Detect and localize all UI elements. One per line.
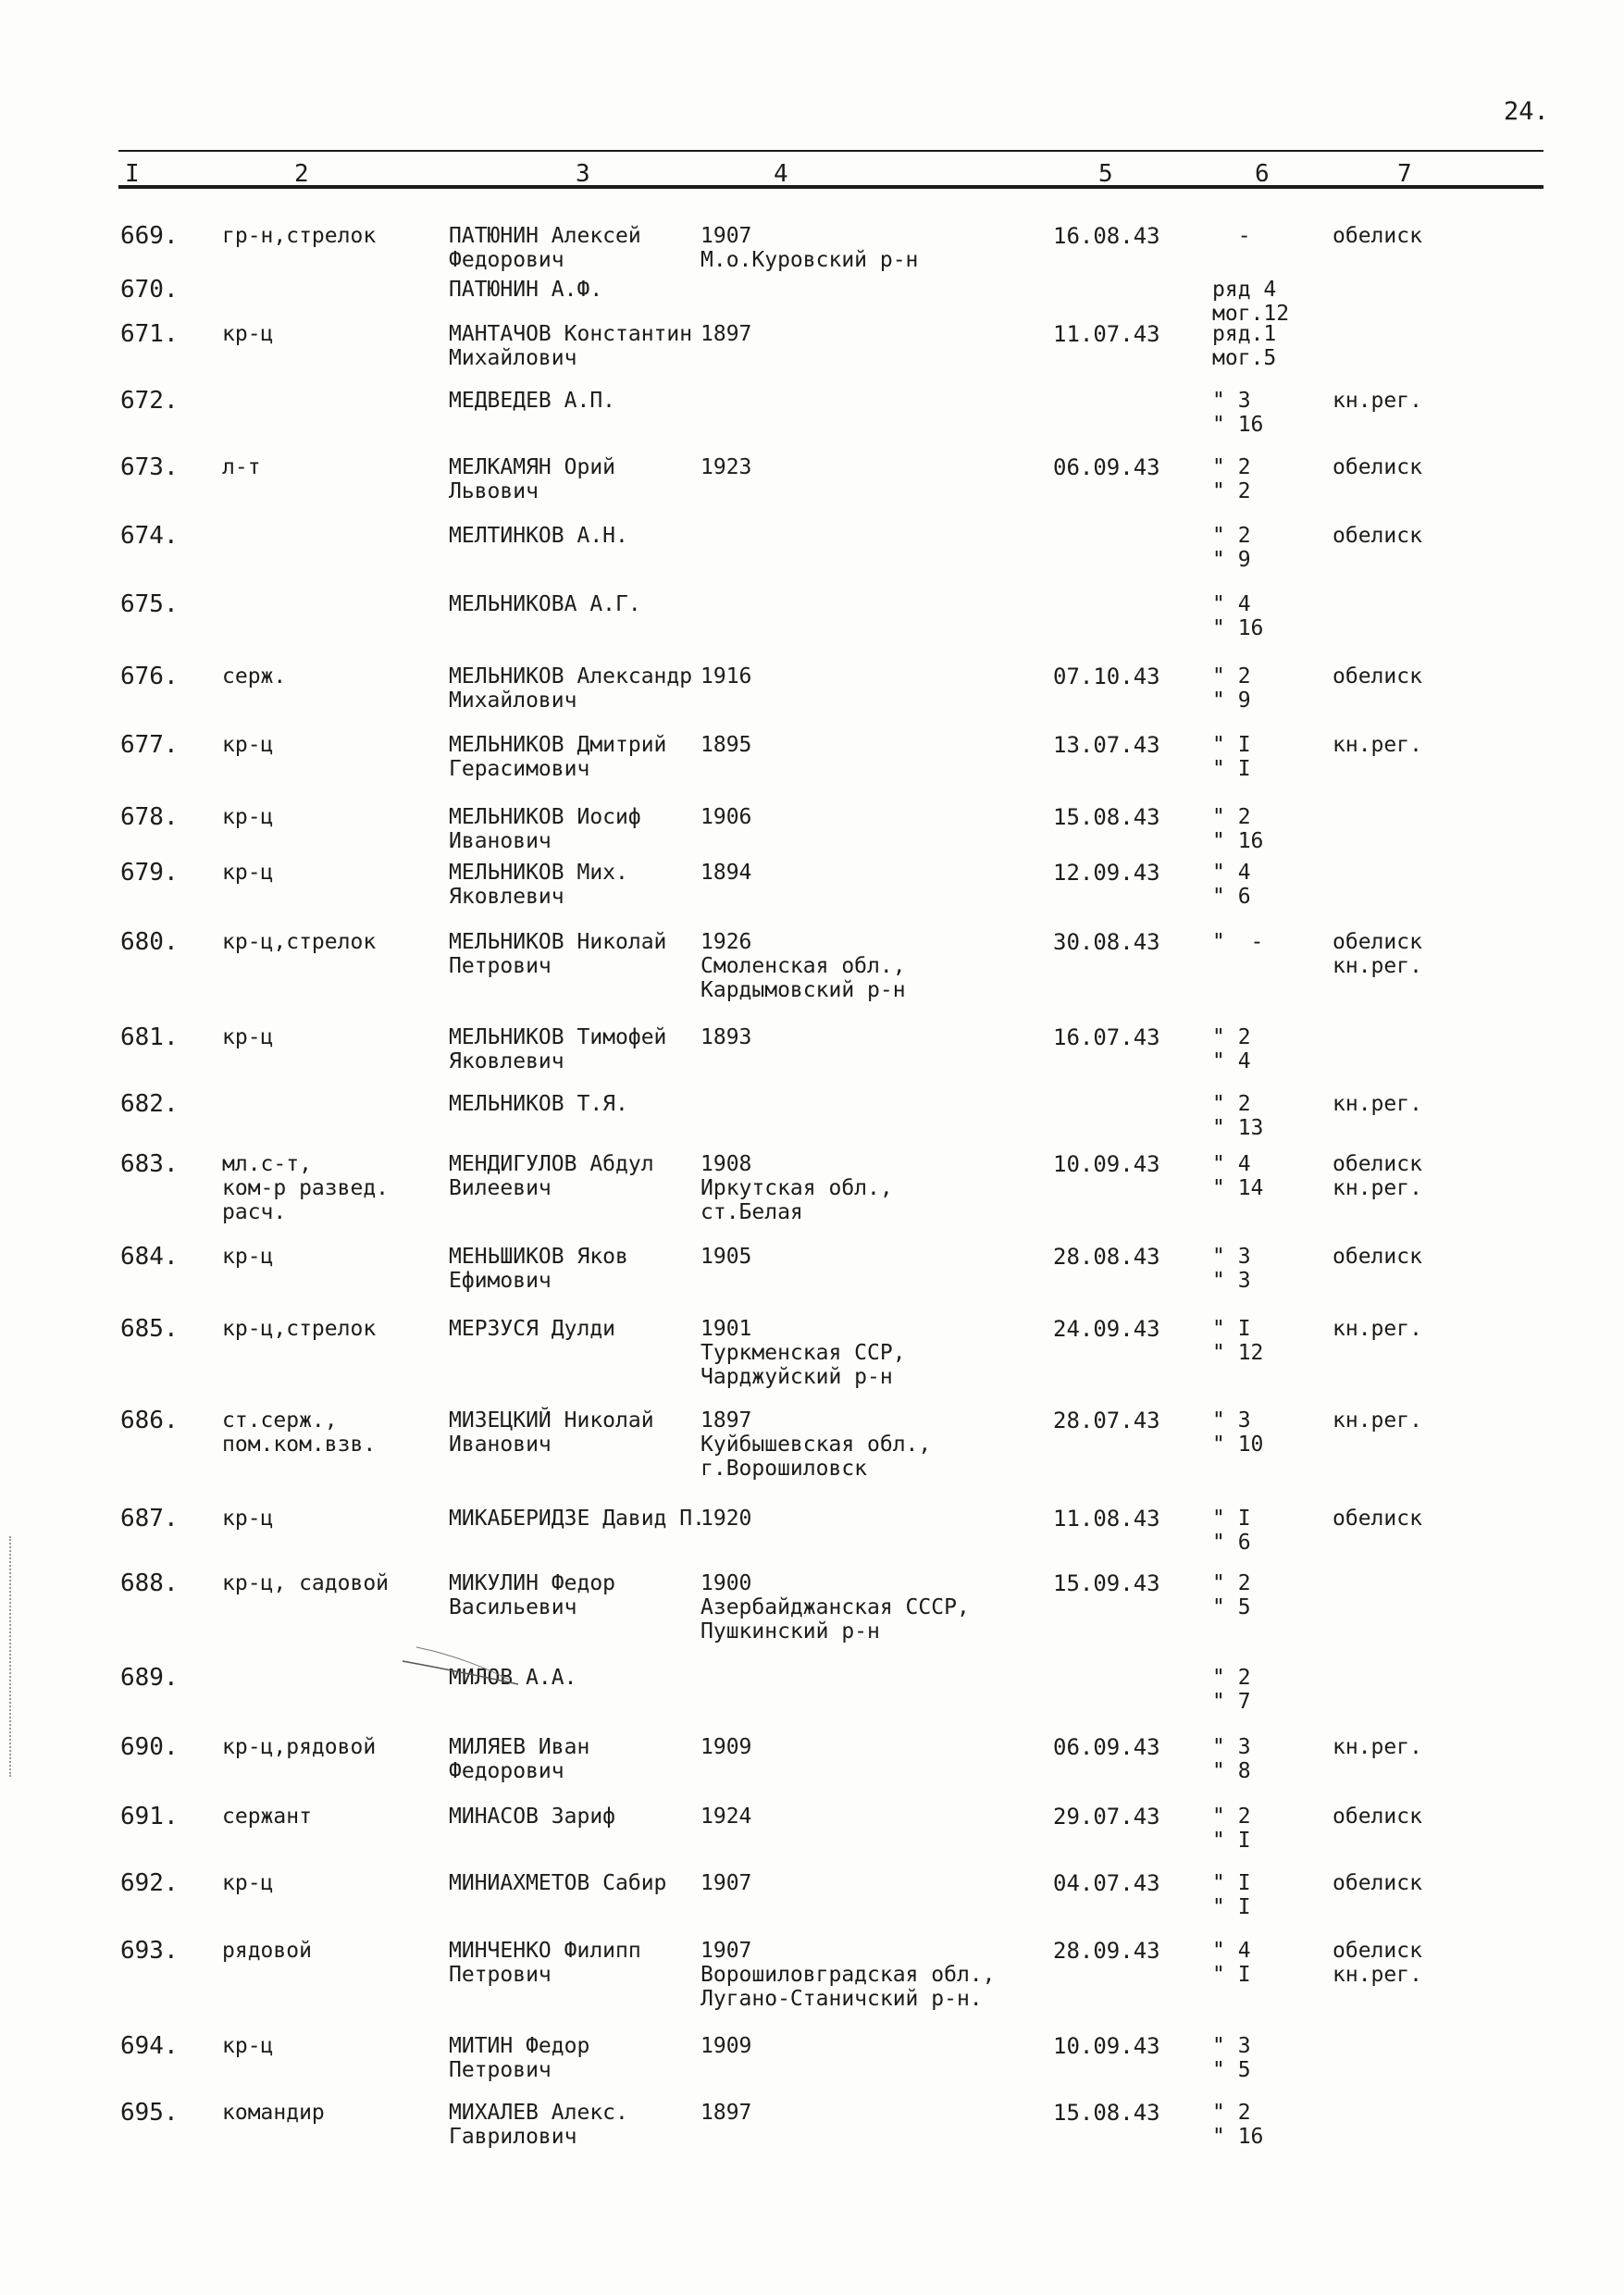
rank: кр-ц,рядовой	[222, 1735, 377, 1759]
soldier-name: МИНИАХМЕТОВ Сабир	[449, 1871, 667, 1895]
rank: кр-ц	[222, 805, 274, 829]
row-number: 675.	[120, 590, 179, 618]
header-col-7: 7	[1397, 160, 1412, 188]
soldier-name: МИНЧЕНКО Филипп Петрович	[449, 1939, 641, 1987]
header-col-2: 2	[294, 160, 309, 188]
burial-note: обелиск кн.рег.	[1333, 930, 1422, 978]
death-date: 29.07.43	[1053, 1804, 1160, 1830]
row-number: 676.	[120, 663, 179, 690]
header-col-1: I	[125, 160, 140, 188]
soldier-name: МИКУЛИН Федор Васильевич	[449, 1571, 616, 1619]
birth-info: 1926 Смоленская обл., Кардымовский р-н	[700, 930, 906, 1002]
birth-info: 1907 Ворошиловградская обл., Лугано-Станичский р-н.	[700, 1939, 996, 2011]
grave-location: " 4 " I	[1212, 1939, 1251, 1987]
row-number: 690.	[120, 1733, 179, 1761]
death-date: 28.09.43	[1053, 1938, 1160, 1964]
header-col-4: 4	[774, 160, 788, 188]
row-number: 693.	[120, 1937, 179, 1965]
row-number: 687.	[120, 1505, 179, 1532]
grave-location: " 2 " 9	[1212, 664, 1251, 713]
row-number: 674.	[120, 522, 179, 550]
grave-location: " -	[1212, 930, 1264, 954]
death-date: 15.09.43	[1053, 1570, 1160, 1596]
birth-info: 1907 М.о.Куровский р-н	[700, 224, 919, 272]
birth-info: 1897	[700, 2101, 752, 2125]
rank: кр-ц	[222, 322, 274, 346]
burial-note: кн.рег.	[1333, 733, 1422, 757]
death-date: 11.08.43	[1053, 1506, 1160, 1532]
row-number: 691.	[120, 1803, 179, 1830]
grave-location: " 2 " I	[1212, 1805, 1251, 1853]
grave-location: " 2 " 13	[1212, 1092, 1264, 1140]
death-date: 28.08.43	[1053, 1244, 1160, 1270]
burial-note: обелиск	[1333, 1245, 1422, 1269]
header-col-3: 3	[576, 160, 590, 188]
rank: кр-ц, садовой	[222, 1571, 390, 1595]
soldier-name: МАНТАЧОВ Константин Михайлович	[449, 322, 693, 370]
soldier-name: МЕЛЬНИКОВ Александр Михайлович	[449, 664, 693, 713]
burial-note: обелиск	[1333, 664, 1422, 688]
rank: кр-ц,стрелок	[222, 1317, 377, 1341]
burial-note: обелиск	[1333, 455, 1422, 479]
margin-perforation	[9, 1536, 22, 1777]
death-date: 11.07.43	[1053, 321, 1160, 347]
burial-note: кн.рег.	[1333, 1408, 1422, 1433]
grave-location: " 3 " 10	[1212, 1408, 1264, 1457]
rank: кр-ц	[222, 1507, 274, 1531]
grave-location: " 2 " 5	[1212, 1571, 1251, 1619]
birth-info: 1900 Азербайджанская СССР, Пушкинский р-н	[700, 1571, 970, 1644]
soldier-name: ПАТЮНИН Алексей Федорович	[449, 224, 641, 272]
soldier-name: МЕЛЬНИКОВ Иосиф Иванович	[449, 805, 641, 853]
grave-location: " 2 " 4	[1212, 1025, 1251, 1073]
death-date: 10.09.43	[1053, 2033, 1160, 2059]
birth-info: 1901 Туркменская ССР, Чарджуйский р-н	[700, 1317, 906, 1389]
burial-note: кн.рег.	[1333, 1735, 1422, 1759]
grave-location: " 2 " 2	[1212, 455, 1251, 503]
row-number: 679.	[120, 859, 179, 887]
birth-info: 1924	[700, 1805, 752, 1829]
birth-info: 1908 Иркутская обл., ст.Белая	[700, 1152, 893, 1224]
death-date: 12.09.43	[1053, 860, 1160, 886]
row-number: 673.	[120, 453, 179, 481]
row-number: 672.	[120, 387, 179, 415]
rank: гр-н,стрелок	[222, 224, 377, 248]
row-number: 670.	[120, 276, 179, 304]
rank: кр-ц	[222, 2034, 274, 2058]
death-date: 24.09.43	[1053, 1316, 1160, 1342]
birth-info: 1906	[700, 805, 752, 829]
rank: серж.	[222, 664, 287, 688]
soldier-name: МЕЛЬНИКОВ Тимофей Яковлевич	[449, 1025, 667, 1073]
soldier-name: МЕЛЬНИКОВ Дмитрий Герасимович	[449, 733, 667, 781]
row-number: 678.	[120, 803, 179, 831]
soldier-name: МИЗЕЦКИЙ Николай Иванович	[449, 1408, 654, 1457]
rank: кр-ц	[222, 1245, 274, 1269]
birth-info: 1905	[700, 1245, 752, 1269]
birth-info: 1916	[700, 664, 752, 688]
soldier-name: МИХАЛЕВ Алекс. Гаврилович	[449, 2101, 628, 2149]
rank: сержант	[222, 1805, 312, 1829]
soldier-name: МЕЛКАМЯН Орий Львович	[449, 455, 616, 503]
burial-note: обелиск	[1333, 224, 1422, 248]
row-number: 694.	[120, 2032, 179, 2060]
birth-info: 1895	[700, 733, 752, 757]
soldier-name: МИЛЯЕВ Иван Федорович	[449, 1735, 590, 1783]
soldier-name: МЕРЗУСЯ Дулди	[449, 1317, 616, 1341]
birth-info: 1923	[700, 455, 752, 479]
soldier-name: ПАТЮНИН А.Ф.	[449, 278, 603, 302]
soldier-name: МЕЛТИНКОВ А.Н.	[449, 524, 628, 548]
rank: кр-ц	[222, 861, 274, 885]
grave-location: " 3 " 8	[1212, 1735, 1251, 1783]
burial-note: кн.рег.	[1333, 1092, 1422, 1116]
birth-info: 1897	[700, 322, 752, 346]
birth-info: 1897 Куйбышевская обл., г.Ворошиловск	[700, 1408, 932, 1481]
grave-location: ряд.1 мог.5	[1212, 322, 1277, 370]
burial-note: обелиск	[1333, 1507, 1422, 1531]
birth-info: 1920	[700, 1507, 752, 1531]
soldier-name: МЕЛЬНИКОВ Мих. Яковлевич	[449, 861, 628, 909]
burial-note: обелиск кн.рег.	[1333, 1939, 1422, 1987]
row-number: 689.	[120, 1664, 179, 1692]
death-date: 04.07.43	[1053, 1870, 1160, 1896]
grave-location: ряд 4 мог.12	[1212, 278, 1290, 326]
grave-location: " I " I	[1212, 733, 1251, 781]
rank: ст.серж., пом.ком.взв.	[222, 1408, 377, 1457]
death-date: 13.07.43	[1053, 732, 1160, 758]
row-number: 677.	[120, 731, 179, 759]
row-number: 682.	[120, 1090, 179, 1118]
birth-info: 1894	[700, 861, 752, 885]
pen-scratch	[398, 1624, 527, 1689]
rank: л-т	[222, 455, 261, 479]
header-col-5: 5	[1098, 160, 1113, 188]
death-date: 07.10.43	[1053, 664, 1160, 689]
death-date: 15.08.43	[1053, 2100, 1160, 2126]
rank: кр-ц	[222, 1871, 274, 1895]
grave-location: " 2 " 16	[1212, 2101, 1264, 2149]
grave-location: -	[1212, 224, 1251, 248]
header-rule-bottom	[118, 185, 1543, 189]
soldier-name: МЕНДИГУЛОВ Абдул Вилеевич	[449, 1152, 654, 1200]
birth-info: 1909	[700, 1735, 752, 1759]
grave-location: " 4 " 14	[1212, 1152, 1264, 1200]
death-date: 16.07.43	[1053, 1024, 1160, 1050]
soldier-name: МЕЛЬНИКОВ Николай Петрович	[449, 930, 667, 978]
birth-info: 1893	[700, 1025, 752, 1049]
soldier-name: МЕДВЕДЕВ А.П.	[449, 389, 616, 413]
burial-note: обелиск	[1333, 1805, 1422, 1829]
row-number: 695.	[120, 2099, 179, 2127]
soldier-name: МЕЛЬНИКОВА А.Г.	[449, 592, 641, 616]
rank: рядовой	[222, 1939, 312, 1963]
birth-info: 1907	[700, 1871, 752, 1895]
header-rule-top	[118, 150, 1543, 152]
grave-location: " I " I	[1212, 1871, 1251, 1919]
burial-note: кн.рег.	[1333, 1317, 1422, 1341]
death-date: 28.07.43	[1053, 1408, 1160, 1433]
death-date: 16.08.43	[1053, 223, 1160, 249]
grave-location: " 2 " 9	[1212, 524, 1251, 572]
soldier-name: МИЛОВ А.А.	[449, 1666, 577, 1690]
burial-note: кн.рег.	[1333, 389, 1422, 413]
grave-location: " 4 " 6	[1212, 861, 1251, 909]
grave-location: " I " 12	[1212, 1317, 1264, 1365]
burial-note: обелиск	[1333, 524, 1422, 548]
row-number: 680.	[120, 928, 179, 956]
row-number: 684.	[120, 1243, 179, 1271]
row-number: 686.	[120, 1407, 179, 1434]
death-date: 30.08.43	[1053, 929, 1160, 955]
grave-location: " 3 " 16	[1212, 389, 1264, 437]
death-date: 06.09.43	[1053, 454, 1160, 480]
soldier-name: МИНАСОВ Зариф	[449, 1805, 616, 1829]
row-number: 671.	[120, 320, 179, 348]
page-number: 24.	[1504, 97, 1549, 126]
soldier-name: МЕЛЬНИКОВ Т.Я.	[449, 1092, 628, 1116]
row-number: 681.	[120, 1023, 179, 1051]
rank: кр-ц,стрелок	[222, 930, 377, 954]
birth-info: 1909	[700, 2034, 752, 2058]
grave-location: " 2 " 16	[1212, 805, 1264, 853]
row-number: 683.	[120, 1150, 179, 1178]
row-number: 688.	[120, 1569, 179, 1597]
soldier-name: МЕНЬШИКОВ Яков Ефимович	[449, 1245, 628, 1293]
death-date: 10.09.43	[1053, 1151, 1160, 1177]
rank: кр-ц	[222, 733, 274, 757]
death-date: 15.08.43	[1053, 804, 1160, 830]
burial-note: обелиск	[1333, 1871, 1422, 1895]
rank: командир	[222, 2101, 325, 2125]
grave-location: " 2 " 7	[1212, 1666, 1251, 1714]
grave-location: " 4 " 16	[1212, 592, 1264, 640]
burial-note: обелиск кн.рег.	[1333, 1152, 1422, 1200]
rank: кр-ц	[222, 1025, 274, 1049]
grave-location: " 3 " 3	[1212, 1245, 1251, 1293]
death-date: 06.09.43	[1053, 1734, 1160, 1760]
header-col-6: 6	[1255, 160, 1270, 188]
row-number: 685.	[120, 1315, 179, 1343]
grave-location: " 3 " 5	[1212, 2034, 1251, 2082]
row-number: 669.	[120, 222, 179, 250]
row-number: 692.	[120, 1869, 179, 1897]
soldier-name: МИКАБЕРИДЗЕ Давид П.	[449, 1507, 705, 1531]
grave-location: " I " 6	[1212, 1507, 1251, 1555]
soldier-name: МИТИН Федор Петрович	[449, 2034, 590, 2082]
rank: мл.с-т, ком-р развед. расч.	[222, 1152, 390, 1224]
